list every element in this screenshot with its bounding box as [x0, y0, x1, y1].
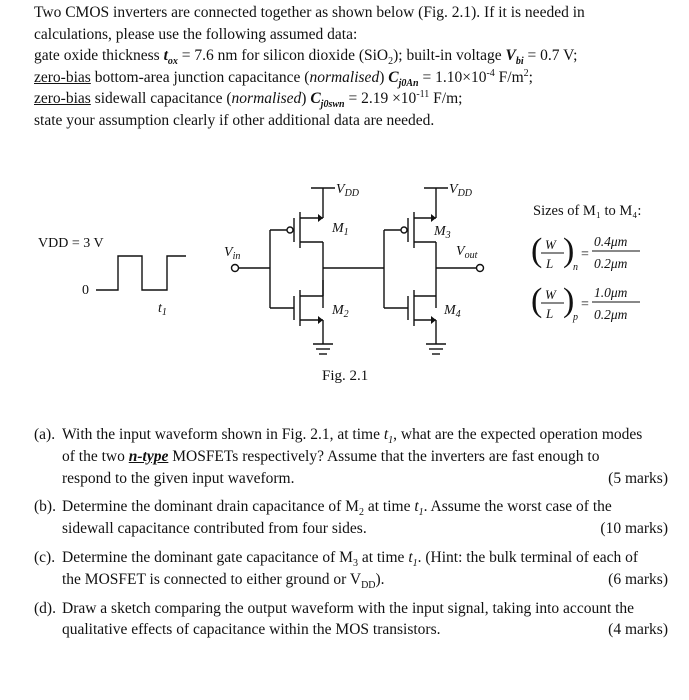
question-b: (b). Determine the dominant drain capacitance of $M_2$ at time $t_1$. Assume the worst case of the sidewall capacitance contributed from four sides. (10 marks): [34, 496, 674, 540]
question-b-label: (b).: [34, 498, 56, 516]
questions: [34, 424, 674, 648]
question-c-marks: (6 marks): [608, 570, 668, 588]
question-a-marks: (5 marks): [608, 469, 668, 487]
svg-text:n: n: [573, 262, 578, 273]
input-waveform: [96, 256, 186, 290]
svg-text:): ): [563, 232, 575, 269]
intro-line-cs: zero-bias sidewall capacitance (normalised) $C_{j0swn} = 2.19 \times 10^{-11}$ F/m;: [34, 89, 463, 111]
question-a: (a). With the input waveform shown in Fig. 2.1, at time $t_1$, what are the expected operation modes of the two n-type MOSFETs respectively? Assume that the inverters are fast enough to respond to the given input waveform. (5 marks): [34, 424, 674, 489]
question-d-label: (d).: [34, 599, 56, 617]
question-c: (c). Determine the dominant gate capacitance of $M_3$ at time $t_1$. (Hint: the bulk terminal of each of the MOSFET is connected to either ground or $V_{DD}$). (6 marks): [34, 548, 668, 591]
svg-text:W: W: [545, 287, 556, 302]
nmos-ratio: [531, 232, 640, 273]
zero-label: 0: [82, 283, 89, 298]
vdd-label-1: $V_{DD}$: [336, 182, 360, 199]
pmos-ratio: [531, 282, 640, 323]
vout-label: $V_{out}$: [456, 244, 478, 261]
intro-line-6: state your assumption clearly if other additional data are needed.: [34, 111, 435, 129]
problem-intro: [34, 2, 674, 132]
vdd-label-2: $V_{DD}$: [449, 182, 473, 199]
question-b-marks: (10 marks): [600, 520, 668, 538]
vout-terminal: [477, 265, 484, 272]
svg-text:0.2μm: 0.2μm: [594, 307, 628, 322]
svg-text:p: p: [573, 312, 578, 323]
intro-line-cj: zero-bias bottom-area junction capacitance (normalised) $C_{j0An} = 1.10\times 10^{-4}$ $F/m^2$;: [34, 67, 533, 89]
sizes-title: Sizes of M₁ to M₄:: [533, 203, 642, 219]
intro-line-1: Two CMOS inverters are connected together as shown below (Fig. 2.1). If it is needed in: [34, 4, 585, 21]
svg-text:=: =: [581, 297, 589, 312]
svg-text:L: L: [546, 306, 554, 321]
question-d: (d). Draw a sketch comparing the output waveform with the input signal, taking into account the qualitative effects of capacitance within the MOS transistors. (4 marks): [34, 598, 674, 642]
figure-caption: Fig. 2.1: [322, 368, 369, 384]
svg-text:W: W: [545, 237, 556, 252]
m2-label: $M_2$: [332, 303, 349, 320]
m3-label: $M_3$: [434, 224, 451, 241]
svg-text:(: (: [531, 232, 543, 269]
m1-label: $M_1$: [332, 221, 349, 238]
question-c-label: (c).: [34, 548, 56, 566]
intro-line-tox: gate oxide thickness $t_{ox} = 7.6$ nm for silicon dioxide (SiO$_2$); built-in voltage $V_{bi} = 0.7$ V;: [34, 47, 578, 68]
vin-label: $V_{in}$: [224, 245, 241, 262]
svg-text:(: (: [531, 282, 543, 319]
question-a-label: (a).: [34, 426, 56, 443]
m4-label: $M_4$: [444, 303, 461, 320]
svg-text:0.2μm: 0.2μm: [594, 256, 628, 271]
svg-text:=: =: [581, 247, 589, 262]
svg-text:1.0μm: 1.0μm: [594, 285, 628, 300]
question-d-marks: (4 marks): [608, 621, 668, 639]
svg-text:): ): [563, 282, 575, 319]
circuit-diagram: [0, 168, 689, 368]
vin-terminal: [232, 265, 239, 272]
t1-label: $t_1$: [158, 301, 167, 318]
svg-text:L: L: [546, 256, 554, 271]
vdd-high-label: VDD = 3 V: [38, 236, 104, 251]
svg-text:0.4μm: 0.4μm: [594, 234, 628, 249]
intro-line-2: calculations, please use the following assumed data:: [34, 25, 358, 43]
